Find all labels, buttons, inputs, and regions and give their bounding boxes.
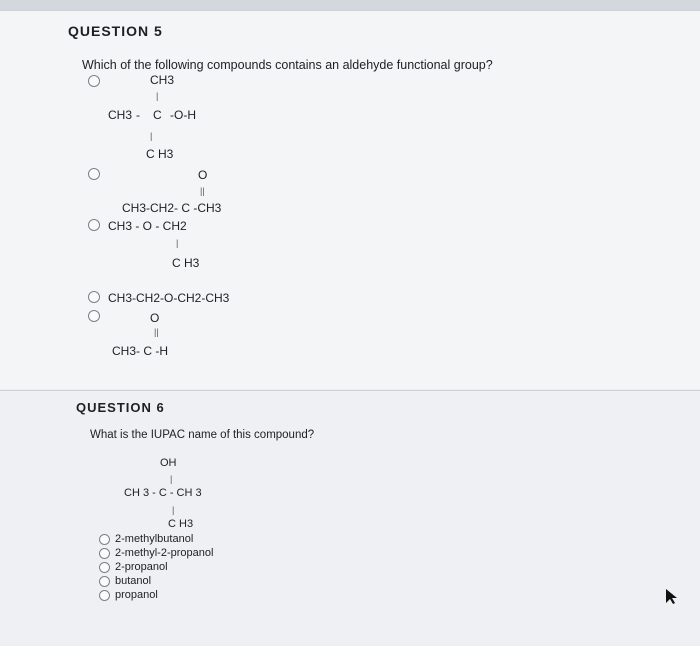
q5-option-2-radio[interactable]: [88, 168, 100, 180]
q5-opt3-bond-down: |: [176, 238, 179, 248]
q5-opt1-bottom: C H3: [146, 147, 174, 161]
q5-opt2-double-bond: ||: [200, 186, 205, 196]
question-5-prompt: Which of the following compounds contains an aldehyde functional group?: [82, 58, 493, 72]
q5-option-5-radio[interactable]: [88, 310, 100, 322]
q5-opt4-main: CH3-CH2-O-CH2-CH3: [108, 291, 230, 305]
q5-opt1-dash: -: [136, 108, 140, 122]
q5-opt5-top: O: [150, 311, 160, 325]
q6-structure-main: CH 3 - C - CH 3: [124, 487, 202, 499]
q6-option-4-label: butanol: [115, 575, 152, 587]
q5-opt1-mid-left: CH3: [108, 108, 133, 122]
q6-option-5-label: propanol: [115, 589, 158, 601]
q5-option-1-radio[interactable]: [88, 75, 100, 87]
question-5-card: [0, 10, 700, 389]
q6-bond-up: |: [170, 474, 173, 484]
q6-structure-top: OH: [160, 457, 177, 469]
q5-opt3-main: CH3 - O - CH2: [108, 219, 187, 233]
q6-option-1-radio[interactable]: [99, 534, 110, 545]
q5-option-4-radio[interactable]: [88, 291, 100, 303]
q6-bond-down: |: [172, 505, 175, 515]
q5-opt1-bond-down: |: [150, 131, 153, 141]
q6-option-3-label: 2-propanol: [115, 561, 168, 573]
q5-opt5-main: CH3- C -H: [112, 344, 168, 358]
q6-option-2-radio[interactable]: [99, 548, 110, 559]
q6-structure-bottom: C H3: [168, 518, 194, 530]
mouse-cursor-icon: [664, 587, 678, 605]
q5-opt1-mid-center: C: [153, 108, 162, 122]
q5-opt3-bottom: C H3: [172, 256, 200, 270]
q5-opt2-main: CH3-CH2- C -CH3: [122, 201, 222, 215]
top-strip: [0, 0, 700, 10]
question-5-title: QUESTION 5: [68, 23, 163, 39]
q5-opt5-double-bond: ||: [154, 327, 159, 337]
q5-option-3-radio[interactable]: [88, 219, 100, 231]
q6-option-2-label: 2-methyl-2-propanol: [115, 547, 214, 559]
q6-option-1-label: 2-methylbutanol: [115, 533, 194, 545]
q5-opt2-top: O: [198, 168, 208, 182]
question-6-title: QUESTION 6: [76, 400, 165, 415]
q6-option-4-radio[interactable]: [99, 576, 110, 587]
question-6-prompt: What is the IUPAC name of this compound?: [90, 429, 315, 441]
q5-opt1-bond-up: |: [156, 91, 159, 101]
q5-opt1-mid-right: -O-H: [170, 108, 196, 122]
q6-option-3-radio[interactable]: [99, 562, 110, 573]
q6-option-5-radio[interactable]: [99, 590, 110, 601]
q5-opt1-top: CH3: [150, 73, 175, 87]
question-6-card: [0, 390, 700, 646]
